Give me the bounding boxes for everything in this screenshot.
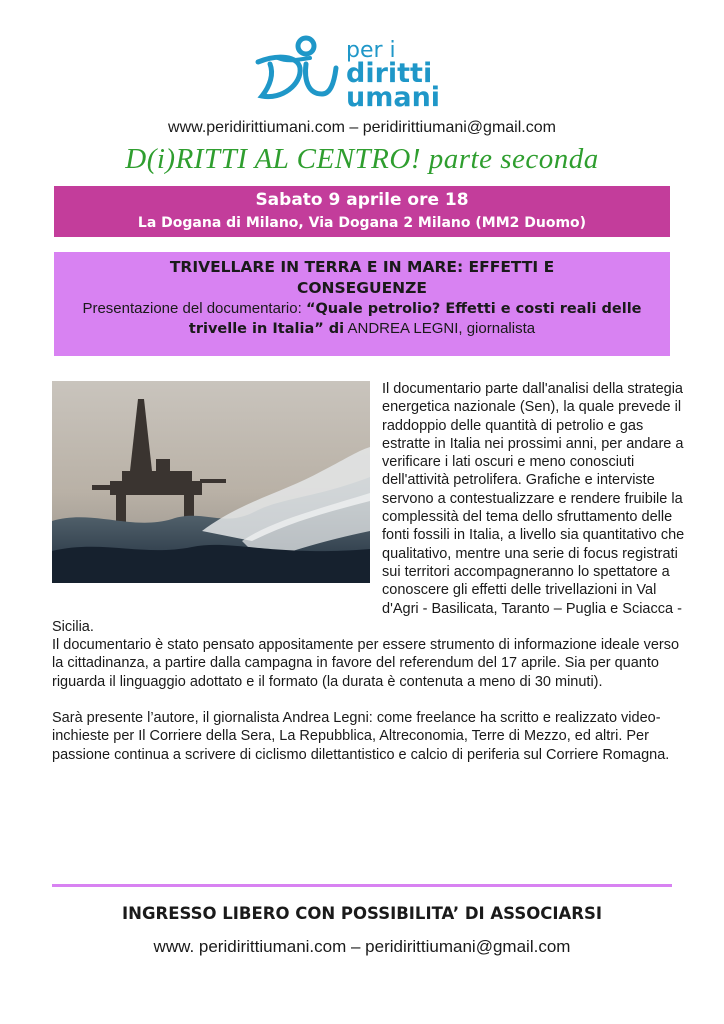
contacts-footer: www. peridirittiumani.com – peridirittiumani@gmail.com — [153, 937, 571, 956]
topic-band — [54, 252, 670, 356]
photo-text-wrap-spacer — [52, 380, 382, 608]
article-paragraph-1: Il documentario parte dall'analisi della strategia energetica nazionale (Sen), la quale prevede il raddoppio delle quantità di petrolio e gas estratte in Italia nei prossimi anni, per andare a verificare i lati oscuri e meno conosciuti dell'attività petrolifera. Grafiche e interviste servono a contestualizzare e rendere fruibile la complessità del tema dello sfruttamento delle fonti fossili in Italia, a livello sia quantitativo che qualitativo, mentre una serie di focus registrati sui territori accompagneranno lo spettatore a conoscere gli effetti delle trivellazioni in Val d'Agri - Basilicata, Taranto – Puglia e Sciacca - Sicilia. — [52, 381, 685, 635]
presentation-intro: Presentazione del documentario: — [82, 300, 306, 317]
article-paragraph-3: Sarà presente l’autore, il giornalista Andrea Legni: come freelance ha scritto e realizzato video-inchieste per Il Corriere della Sera, La Repubblica, Altreconomia, Terre di Mezzo, ed altri. Per passione continua a scrivere di ciclismo dilettantistico e calcio di periferia sul Corriere Romagna. — [52, 710, 670, 763]
documentary-presentation — [54, 299, 670, 339]
logo-text-line2: diritti — [346, 58, 433, 89]
topic-heading: TRIVELLARE IN TERRA E IN MARE: EFFETTI E CONSEGUENZE — [169, 258, 555, 297]
organization-logo — [248, 34, 488, 113]
divider-line — [52, 884, 672, 887]
logo-text-line3: umani — [346, 82, 441, 113]
logo-figure-icon — [248, 34, 346, 110]
documentary-title: “Quale petrolio? Effetti e costi reali delle trivelle in Italia” di — [188, 301, 642, 337]
documentary-author: ANDREA LEGNI, giornalista — [344, 320, 536, 337]
free-entry-notice: INGRESSO LIBERO CON POSSIBILITA’ DI ASSOCIARSI — [122, 904, 602, 923]
event-title: D(i)RITTI AL CENTRO! parte seconda — [125, 143, 599, 175]
event-date-time: Sabato 9 aprile ore 18 — [255, 190, 469, 210]
logo-text-line1: per i — [346, 38, 396, 63]
contacts-header: www.peridirittiumani.com – peridirittiumani@gmail.com — [168, 119, 556, 136]
article-body — [52, 380, 686, 764]
article-paragraph-2: Il documentario è stato pensato appositamente per essere strumento di informazione ideale verso la cittadinanza, a partire dalla campagna in favore del referendum del 17 aprile. Sia per quanto riguarda il linguaggio adottato e il formato (la durata è contenuta a meno di 30 minuti). — [52, 637, 680, 690]
date-location-band — [54, 186, 670, 237]
event-location: La Dogana di Milano, Via Dogana 2 Milano (MM2 Duomo) — [137, 215, 587, 231]
